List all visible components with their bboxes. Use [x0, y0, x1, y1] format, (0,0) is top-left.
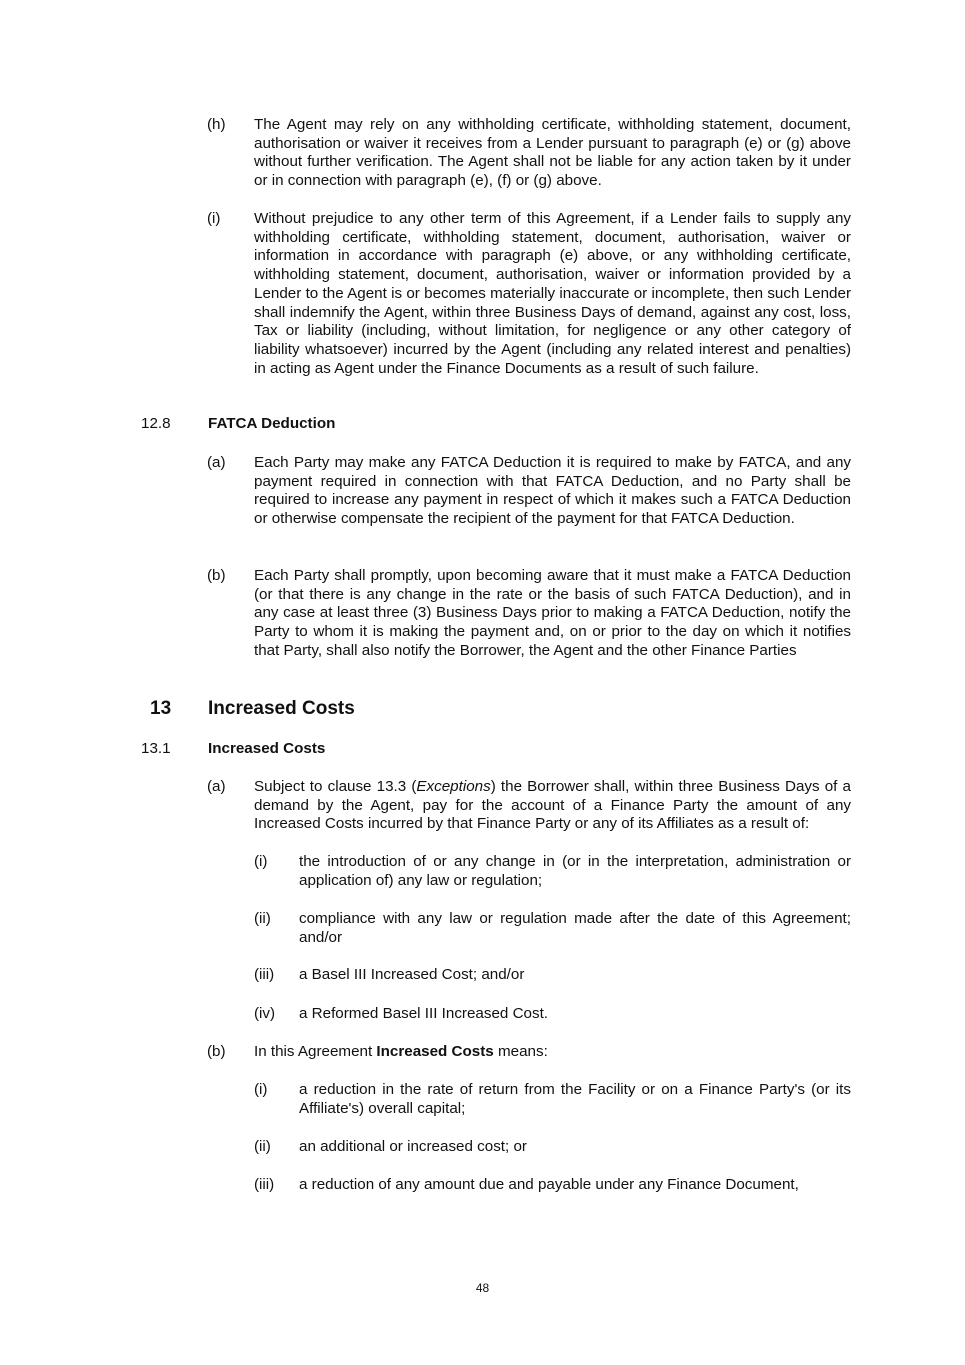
clause-12-8-a-label: (a)	[207, 454, 226, 471]
paragraph-h-label: (h)	[207, 116, 226, 133]
clause-13-1-a-ii-label: (ii)	[254, 910, 271, 927]
section-13-number: 13	[150, 698, 172, 719]
clause-13-1-a-iv-text: a Reformed Basel III Increased Cost.	[299, 1005, 549, 1022]
clause-13-1-a-i-label: (i)	[254, 853, 268, 870]
clause-13-1-b-text-before: In this Agreement	[254, 1043, 377, 1060]
clause-13-1-b-iii-text: a reduction of any amount due and payable under any Finance Document,	[299, 1176, 799, 1193]
clause-13-1-a-text-after: ) the Borrower shall, within three Business Days of a demand by the Agent, pay for the account of a Finance Party the amount of any Increased Costs incurred by that Finance Party or any of its Affiliates as a result of:	[254, 778, 851, 833]
clause-12-8-title: FATCA Deduction	[208, 415, 336, 432]
clause-13-1-a-i-text: the introduction of or any change in (or in the interpretation, administration or application of) any law or regulation;	[299, 853, 851, 889]
clause-13-1-b-text	[254, 1043, 851, 1062]
clause-13-1-title: Increased Costs	[208, 740, 326, 757]
increased-costs-term: Increased Costs	[376, 1043, 494, 1060]
clause-13-1-number: 13.1	[141, 740, 171, 757]
section-13-title: Increased Costs	[208, 698, 355, 719]
clause-13-1-b-i-text: a reduction in the rate of return from the Facility or on a Finance Party's (or its Affiliate's) overall capital;	[299, 1081, 851, 1117]
clause-12-8-a-text: Each Party may make any FATCA Deduction it is required to make by FATCA, and any payment required in connection with that FATCA Deduction, and no Party shall be required to increase any payment in respect of which it makes such a FATCA Deduction or otherwise compensate the recipient of the payment for that FATCA Deduction.	[254, 454, 851, 528]
clause-13-1-a-label: (a)	[207, 778, 226, 795]
clause-12-8-number: 12.8	[141, 415, 171, 432]
clause-12-8-b-text: Each Party shall promptly, upon becoming aware that it must make a FATCA Deduction (or that there is any change in the rate or the basis of such FATCA Deduction), and in any case at least three (3) Business Days prior to making a FATCA Deduction, notify the Party to whom it is making the payment and, on or prior to the day on which it notifies that Party, shall also notify the Borrower, the Agent and the other Finance Parties	[254, 567, 851, 659]
clause-13-1-b-text-after: means:	[493, 1043, 548, 1060]
clause-13-1-b-i-label: (i)	[254, 1081, 268, 1098]
clause-13-1-b-ii-text: an additional or increased cost; or	[299, 1138, 527, 1155]
clause-13-1-a-iii-text: a Basel III Increased Cost; and/or	[299, 966, 525, 983]
paragraph-i-label: (i)	[207, 210, 221, 227]
clause-13-1-b-label: (b)	[207, 1043, 226, 1060]
clause-13-1-a-ii-text: compliance with any law or regulation made after the date of this Agreement; and/or	[299, 910, 851, 946]
clause-13-1-a-text	[254, 778, 851, 834]
page-number: 48	[475, 1281, 490, 1295]
clause-13-1-a-text-before: Subject to clause 13.3 (	[254, 778, 417, 795]
clause-13-1-a-iii-label: (iii)	[254, 966, 275, 983]
paragraph-h-text: The Agent may rely on any withholding certificate, withholding statement, document, authorisation or waiver it receives from a Lender pursuant to paragraph (e) or (g) above without further verification. The Agent shall not be liable for any action taken by it under or in connection with paragraph (e), (f) or (g) above.	[254, 116, 851, 190]
clause-13-1-a-iv-label: (iv)	[254, 1005, 276, 1022]
paragraph-i-text: Without prejudice to any other term of this Agreement, if a Lender fails to supply any withholding certificate, withholding statement, document, authorisation, waiver or information in accordance with paragraph (e) above, or any withholding certificate, withholding statement, document, authorisation, waiver or information provided by a Lender to the Agent is or becomes materially inaccurate or incomplete, then such Lender shall indemnify the Agent, within three Business Days of demand, against any cost, loss, Tax or liability (including, without limitation, for negligence or any other category of liability whatsoever) incurred by the Agent (including any related interest and penalties) in acting as Agent under the Finance Documents as a result of such failure.	[254, 210, 851, 377]
exceptions-reference: Exceptions	[416, 778, 491, 795]
clause-13-1-b-ii-label: (ii)	[254, 1138, 271, 1155]
clause-12-8-b-label: (b)	[207, 567, 226, 584]
clause-13-1-b-iii-label: (iii)	[254, 1176, 275, 1193]
